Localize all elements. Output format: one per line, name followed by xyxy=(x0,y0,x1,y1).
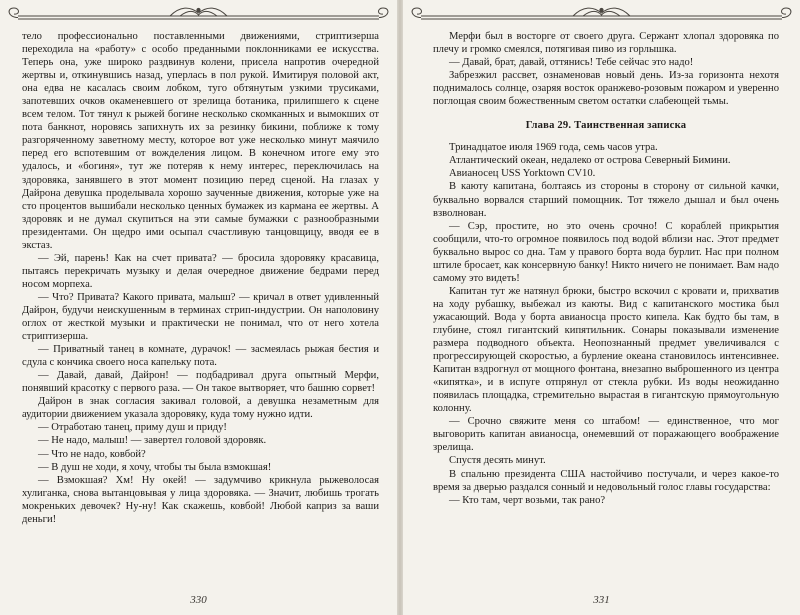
paragraph: — Что? Привата? Какого привата, малыш? — кричал в ответ удивленный Дайрон, будучи неискушенным в терминах стрип-индустрии. Он наполовину оглох от жесткой музыки и практически не понимал, что от него хотела стриптизерша. xyxy=(22,291,379,343)
paragraph: — Что не надо, ковбой? xyxy=(38,448,146,460)
left-page-body xyxy=(22,30,379,526)
paragraph: — Не надо, малыш! — завертел головой здоровяк. xyxy=(38,435,267,447)
paragraph: — Срочно свяжите меня со штабом! — единственное, что мог выговорить капитан авианосца, онемевший от поражающего воображение зрелища. xyxy=(433,416,779,454)
header-ornament-right xyxy=(403,4,800,26)
paragraph: — Давай, давай, Дайрон! — подбадривал друга опытный Мерфи, понявший красотку с первого раза. — Он такое вытворяет, что башню сорвет! xyxy=(22,370,379,395)
paragraph: — Приватный танец в комнате, дурачок! — засмеялась рыжая бестия и сдула с кончика своего носа капельку пота. xyxy=(22,344,379,369)
paragraph: Забрезжил рассвет, ознаменовав новый день. Из-за горизонта нехотя поднималось солнце, озаряя восток оранжево-розовым пожаром и уверенно поглощая своим божественным светом остатки слабеющей тьмы. xyxy=(433,70,779,108)
paragraph: — Отработаю танец, приму душ и приду! xyxy=(38,422,227,434)
paragraph: — Эй, парень! Как на счет привата? — бросила здоровяку красавица, пытаясь перекричать музыку и делая очередное движение бедрами перед носом морпеха. xyxy=(22,252,379,290)
paragraph: В спальню президента США настойчиво постучали, и через какое-то время за дверью раздался сонный и недовольный голос главы государства: xyxy=(433,468,779,493)
page-number-left: 330 xyxy=(190,594,207,606)
paragraph: — Кто там, черт возьми, так рано? xyxy=(449,494,606,506)
paragraph: Капитан тут же натянул брюки, быстро вскочил с кровати и, прихватив на ходу рубашку, выбежал из каюты. Вид с капитанского мостика был ужасающий. Вода у борта авианосца просто кипела. Как будто бы там, в глубине, стоял гигантский кипятильник. Сонары показывали изменение размера подводного объекта. Неопознанный предмет увеличивался с прогрессирующей скоростью, а бурление океана становилось интенсивнее. Капитан вздрогнул от мощного фонтана, внезапно выброшенного из центра «кипятка», и в испуге отпрянул от стекла рубки. Из воды неожиданно появилась площадка, стремительно вырастая в гигантскую прямоугольную колонну. xyxy=(433,285,779,415)
chapter-title: Глава 29. Таинственная записка xyxy=(525,120,687,132)
paragraph: — В душ не ходи, я хочу, чтобы ты была взмокшая! xyxy=(38,461,272,473)
header-ornament-left xyxy=(0,4,397,26)
paragraph: Мерфи был в восторге от своего друга. Сержант хлопал здоровяка по плечу и громко смеялся, потягивая пиво из горлышка. xyxy=(433,31,779,56)
right-page xyxy=(403,0,800,615)
page-number-right: 331 xyxy=(593,594,610,606)
paragraph: Спустя десять минут. xyxy=(449,455,546,467)
paragraph: Дайрон в знак согласия закивал головой, а девушка незаметным для аудитории движением указала здоровяку, куда тому нужно идти. xyxy=(22,396,379,421)
paragraph: Атлантический океан, недалеко от острова Северный Бимини. xyxy=(449,155,731,167)
paragraph: Авианосец USS Yorktown CV10. xyxy=(449,168,596,180)
paragraph: — Сэр, простите, но это очень срочно! С кораблей прикрытия сообщили, что-то огромное появилось под водой вблизи нас. Этот предмет буквально вырос со дна. Там у правого борта вода бурлит. Нас при полном штиле бросает, как консервную банку! Никто ничего не понимает. Вам надо самому это видеть! xyxy=(433,220,779,284)
paragraph: В каюту капитана, болтаясь из стороны в сторону от сильной качки, буквально ворвался старший помощник. Тот тяжело дышал и был очень взволнован. xyxy=(433,181,779,219)
paragraph: Тринадцатое июля 1969 года, семь часов утра. xyxy=(449,142,658,154)
right-page-body xyxy=(433,30,779,507)
paragraph: — Взмокшая? Хм! Ну окей! — задумчиво крикнула рыжеволосая хулиганка, снова вытанцовывая у лица здоровяка. — Значит, любишь трогать мокреньких девочек? Ну-ну! Как скажешь, ковбой! Любой каприз за ваши деньги! xyxy=(22,474,379,525)
left-page xyxy=(0,0,397,615)
paragraph: — Давай, брат, давай, оттянись! Тебе сейчас это надо! xyxy=(449,57,694,69)
paragraph: тело профессионально поставленными движениями, стриптизерша переходила на «работу» с особо преданными поклонниками ее искусства. Теперь она, уже широко раздвинув колени, присела напротив очередной жертвы и, откинувшись назад, уперлась в пол рукой. Имитируя половой акт, она едва не касалась своим лобком, туго обтянутым узкими трусиками, запотевших очков окаменевшего от зрелища ботаника, прилипшего к сцене всем телом. Тот тянул к рыжей богине несколько скомканных и вымокших от пота банкнот, норовясь запихнуть их за резинку бикини, поближе к тому разгоряченному заветному месту, которое вот уже несколько минут маячило перед его вспотевшим от вожделения лицом. В конечном итоге ему это удалось, и «богиня», тут же потеряв к нему интерес, переключилась на здоровяка, занявшего в этот момент позицию перед сценой. На глазах у Дайрона девушка проделывала хорошо заученные движения, которые уже на сто процентов вышибали несколько ценных бумажек из карманa ее жертвы. А здоровяк и не думал скупиться на эти самые бумажки с разнообразными президентами. Он щедро ими осыпал счастливую танцовщицу, вводя ее в экстаз. xyxy=(22,31,379,251)
